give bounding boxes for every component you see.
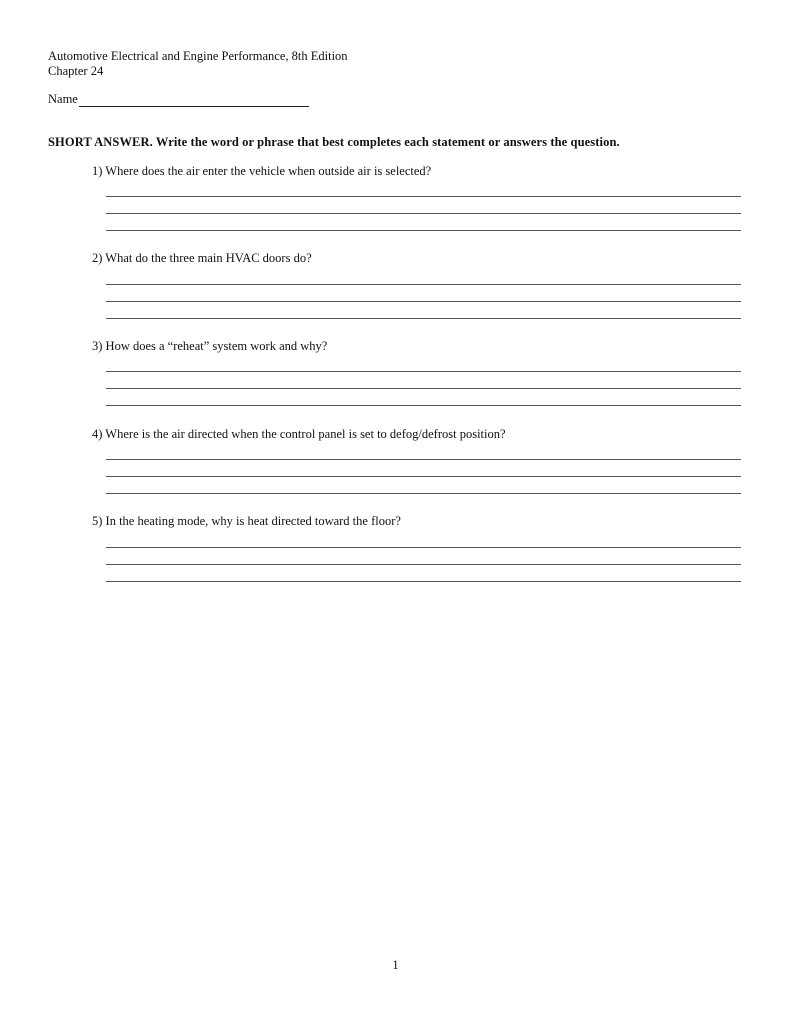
question-1: 1) Where does the air enter the vehicle when outside air is selected?: [92, 164, 432, 178]
book-title: Automotive Electrical and Engine Performance, 8th Edition: [48, 49, 348, 63]
answer-line-3a[interactable]: [106, 371, 741, 372]
name-field[interactable]: [48, 92, 309, 107]
answer-line-3c[interactable]: [106, 405, 741, 406]
answer-line-5a[interactable]: [106, 547, 741, 548]
name-label: Name: [48, 92, 78, 106]
instructions: SHORT ANSWER. Write the word or phrase that best completes each statement or answers the question.: [48, 135, 620, 149]
question-4: 4) Where is the air directed when the control panel is set to defog/defrost position?: [92, 427, 506, 441]
answer-line-1c[interactable]: [106, 230, 741, 231]
name-underline[interactable]: [79, 93, 309, 107]
answer-line-2a[interactable]: [106, 284, 741, 285]
answer-line-4c[interactable]: [106, 493, 741, 494]
answer-line-5c[interactable]: [106, 581, 741, 582]
document-header: [48, 49, 348, 79]
answer-line-3b[interactable]: [106, 388, 741, 389]
answer-line-1b[interactable]: [106, 213, 741, 214]
chapter-label: Chapter 24: [48, 64, 104, 78]
question-5: 5) In the heating mode, why is heat directed toward the floor?: [92, 514, 401, 528]
answer-line-2c[interactable]: [106, 318, 741, 319]
answer-line-4a[interactable]: [106, 459, 741, 460]
answer-line-2b[interactable]: [106, 301, 741, 302]
question-3: 3) How does a “reheat” system work and why?: [92, 339, 328, 353]
question-2: 2) What do the three main HVAC doors do?: [92, 251, 312, 265]
answer-line-4b[interactable]: [106, 476, 741, 477]
answer-line-1a[interactable]: [106, 196, 741, 197]
page-number: 1: [392, 958, 399, 972]
answer-line-5b[interactable]: [106, 564, 741, 565]
